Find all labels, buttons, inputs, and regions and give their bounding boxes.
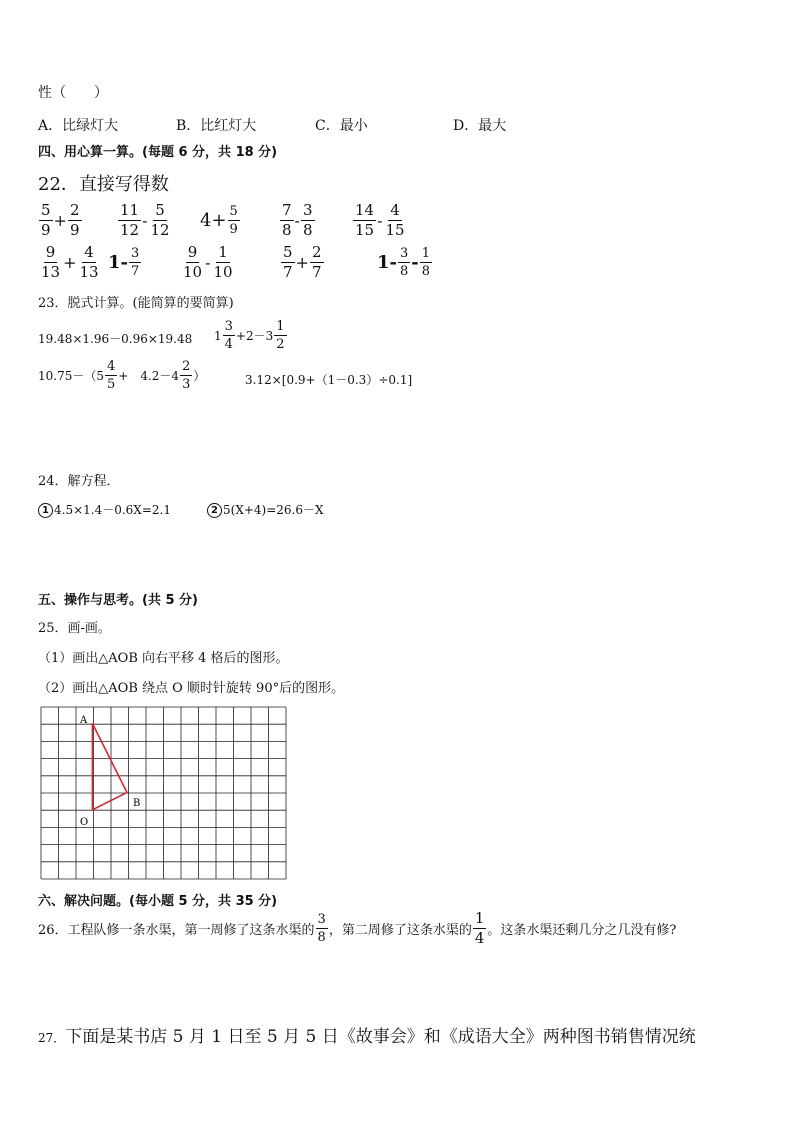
q25-item-2: （2）画出△AOB 绕点 O 顺时针旋转 90°后的图形。	[38, 681, 345, 696]
question-stem-tail: 性（ ）	[38, 85, 108, 101]
q22-label: 22．直接写得数	[38, 174, 169, 195]
q24-label: 24．解方程．	[38, 474, 120, 489]
circled-one-marker: 1	[38, 503, 53, 518]
q23-expr-1: 19.48×1.96－0.96×19.48	[38, 332, 193, 346]
q25-item-1: （1）画出△AOB 向右平移 4 格后的图形。	[38, 651, 289, 666]
q22-r2-e5: 1- $\frac{3}{8}$ - $\frac{1}{8}$	[377, 246, 431, 279]
section-4-title: 四、用心算一算。(每题 6 分，共 18 分)	[38, 145, 278, 160]
q22-r1-e4: $\frac{7}{8}$ - $\frac{3}{8}$	[282, 201, 313, 239]
q22-r2-e1: $\frac{9}{13}$ + $\frac{4}{13}$	[41, 243, 99, 281]
circled-two-marker: 2	[207, 503, 222, 518]
q23-label: 23．脱式计算。(能简算的要简算)	[38, 296, 234, 311]
grid-lines	[41, 707, 286, 879]
q22-r1-e3: 4+ $\frac{5}{9}$	[200, 204, 238, 237]
section-5-title: 五、操作与思考。(共 5 分)	[38, 593, 198, 608]
q23-expr-3: 10.75－（5 $\frac{4}{5}$ + 4.2－4 $\frac{2}{3}$ ）	[38, 359, 206, 392]
q24-eq-1: 1 4.5×1.4－0.6X=2.1	[38, 501, 171, 518]
q26-text: 26．工程队修一条水渠，第一周修了这条水渠的 $\frac{3}{8}$ ，第二周修了这条水渠的 $\frac{1}{4}$ 。这条水渠还剩几分之几没有修?	[38, 909, 677, 947]
q27-text: 27．下面是某书店 5 月 1 日至 5 月 5 日《故事会》和《成语大全》两种图书销售情况统	[38, 1027, 696, 1047]
q22-r1-e1: $\frac{5}{9}$ + $\frac{2}{9}$	[41, 201, 80, 239]
q22-r1-e2: $\frac{11}{12}$ - $\frac{5}{12}$	[120, 201, 170, 239]
q22-r2-e3: $\frac{9}{10}$ - $\frac{1}{10}$	[183, 243, 233, 281]
q22-r1-e5: $\frac{14}{15}$ - $\frac{4}{15}$	[355, 201, 405, 239]
section-6-title: 六、解决问题。(每小题 5 分，共 35 分)	[38, 894, 278, 909]
q22-r2-e4: $\frac{5}{7}$ + $\frac{2}{7}$	[283, 243, 322, 281]
q22-r2-e2: 1- $\frac{3}{7}$	[108, 246, 140, 279]
option-a: A．比绿灯大	[38, 118, 119, 134]
point-label-a: A	[80, 715, 88, 726]
point-label-o: O	[80, 817, 89, 828]
q23-expr-4: 3.12×[0.9+（1－0.3）÷0.1]	[245, 373, 413, 387]
q23-expr-2: 1 $\frac{3}{4}$ +2－3 $\frac{1}{2}$	[214, 319, 285, 352]
option-b: B．比红灯大	[176, 118, 257, 134]
option-d: D．最大	[453, 118, 507, 134]
q25-label: 25．画-画。	[38, 621, 111, 636]
triangle-aob	[92, 723, 127, 809]
q25-grid-figure	[40, 706, 288, 882]
q24-eq-2: 2 5(X+4)=26.6－X	[207, 501, 324, 518]
option-c: C．最小	[315, 118, 368, 134]
point-label-b: B	[133, 798, 141, 809]
